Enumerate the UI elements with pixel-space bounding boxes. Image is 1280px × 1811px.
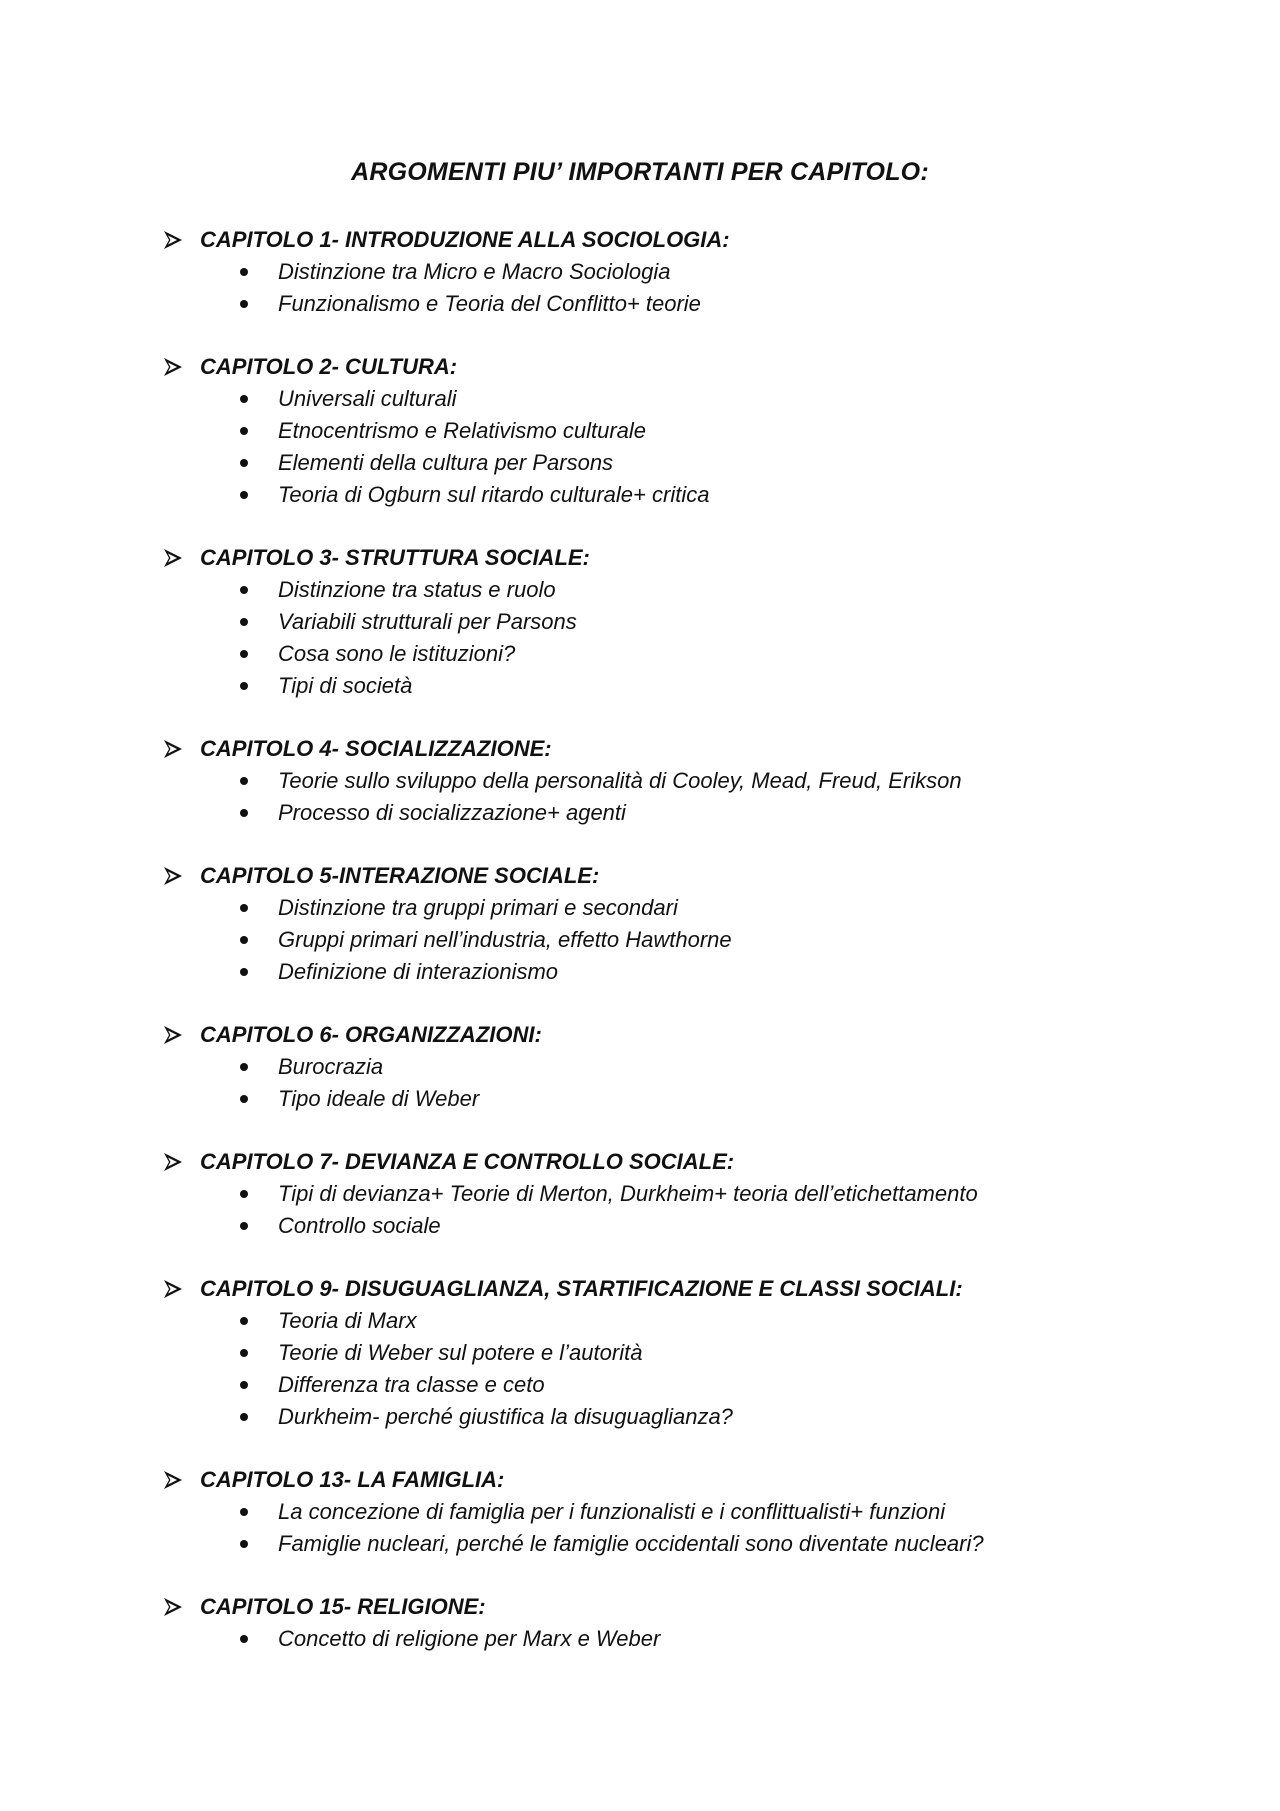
bullet-icon — [240, 427, 248, 435]
topic-list — [162, 765, 1162, 829]
topic-text: Distinzione tra status e ruolo — [278, 577, 556, 602]
topic-text: Teorie di Weber sul potere e l’autorità — [278, 1340, 643, 1365]
bullet-icon — [240, 1063, 248, 1071]
list-item — [240, 288, 1162, 320]
chapter-item — [162, 860, 1162, 988]
list-item — [240, 1369, 1162, 1401]
bullet-icon — [240, 936, 248, 944]
list-item — [240, 1528, 1162, 1560]
chapter-title: CAPITOLO 9- DISUGUAGLIANZA, STARTIFICAZIONE E CLASSI SOCIALI: — [200, 1276, 963, 1301]
topic-text: Controllo sociale — [278, 1213, 441, 1238]
arrow-right-icon — [162, 1278, 184, 1300]
bullet-icon — [240, 904, 248, 912]
bullet-icon — [240, 268, 248, 276]
topic-list — [162, 574, 1162, 702]
list-item — [240, 256, 1162, 288]
bullet-icon — [240, 682, 248, 690]
bullet-icon — [240, 650, 248, 658]
chapter-title: CAPITOLO 3- STRUTTURA SOCIALE: — [200, 545, 590, 570]
chapter-title: CAPITOLO 15- RELIGIONE: — [200, 1594, 486, 1619]
chapter-heading — [162, 1464, 1162, 1496]
topic-text: Tipi di società — [278, 673, 413, 698]
chapter-title: CAPITOLO 6- ORGANIZZAZIONI: — [200, 1022, 542, 1047]
chapter-item — [162, 1273, 1162, 1433]
topic-list — [162, 1051, 1162, 1115]
page-title: ARGOMENTI PIU’ IMPORTANTI PER CAPITOLO: — [351, 158, 929, 186]
chapter-item — [162, 542, 1162, 702]
list-item — [240, 1496, 1162, 1528]
chapter-heading — [162, 1591, 1162, 1623]
chapter-title: CAPITOLO 13- LA FAMIGLIA: — [200, 1467, 505, 1492]
arrow-right-icon — [162, 738, 184, 760]
arrow-right-icon — [162, 356, 184, 378]
topic-list — [162, 1305, 1162, 1433]
chapter-list — [162, 224, 1162, 1686]
chapter-title: CAPITOLO 1- INTRODUZIONE ALLA SOCIOLOGIA: — [200, 227, 730, 252]
bullet-icon — [240, 1540, 248, 1548]
topic-text: Distinzione tra Micro e Macro Sociologia — [278, 259, 671, 284]
list-item — [240, 1178, 1162, 1210]
bullet-icon — [240, 1635, 248, 1643]
chapter-title: CAPITOLO 4- SOCIALIZZAZIONE: — [200, 736, 552, 761]
chapter-item — [162, 351, 1162, 511]
bullet-icon — [240, 1381, 248, 1389]
chapter-heading — [162, 224, 1162, 256]
topic-text: Cosa sono le istituzioni? — [278, 641, 516, 666]
topic-list — [162, 892, 1162, 988]
arrow-right-icon — [162, 1151, 184, 1173]
topic-text: Funzionalismo e Teoria del Conflitto+ teorie — [278, 291, 701, 316]
list-item — [240, 1337, 1162, 1369]
bullet-icon — [240, 300, 248, 308]
list-item — [240, 383, 1162, 415]
topic-list — [162, 1496, 1162, 1560]
list-item — [240, 1401, 1162, 1433]
chapter-heading — [162, 351, 1162, 383]
bullet-icon — [240, 459, 248, 467]
topic-list — [162, 383, 1162, 511]
chapter-heading — [162, 1273, 1162, 1305]
topic-text: Variabili strutturali per Parsons — [278, 609, 577, 634]
bullet-icon — [240, 777, 248, 785]
bullet-icon — [240, 1508, 248, 1516]
list-item — [240, 797, 1162, 829]
list-item — [240, 1210, 1162, 1242]
topic-text: Teoria di Marx — [278, 1308, 417, 1333]
list-item — [240, 447, 1162, 479]
topic-text: Tipo ideale di Weber — [278, 1086, 480, 1111]
bullet-icon — [240, 968, 248, 976]
arrow-right-icon — [162, 1596, 184, 1618]
bullet-icon — [240, 1349, 248, 1357]
list-item — [240, 574, 1162, 606]
topic-text: Definizione di interazionismo — [278, 959, 559, 984]
topic-text: La concezione di famiglia per i funzionalisti e i conflittualisti+ funzioni — [278, 1499, 946, 1524]
chapter-item — [162, 1591, 1162, 1655]
chapter-item — [162, 1019, 1162, 1115]
chapter-item — [162, 1464, 1162, 1560]
chapter-item — [162, 733, 1162, 829]
topic-text: Concetto di religione per Marx e Weber — [278, 1626, 661, 1651]
arrow-right-icon — [162, 865, 184, 887]
bullet-icon — [240, 1317, 248, 1325]
list-item — [240, 479, 1162, 511]
bullet-icon — [240, 1222, 248, 1230]
list-item — [240, 924, 1162, 956]
topic-text: Teorie sullo sviluppo della personalità di Cooley, Mead, Freud, Erikson — [278, 768, 962, 793]
bullet-icon — [240, 395, 248, 403]
chapter-item — [162, 1146, 1162, 1242]
arrow-right-icon — [162, 1024, 184, 1046]
topic-text: Universali culturali — [278, 386, 457, 411]
bullet-icon — [240, 618, 248, 626]
topic-text: Processo di socializzazione+ agenti — [278, 800, 626, 825]
arrow-right-icon — [162, 229, 184, 251]
bullet-icon — [240, 1095, 248, 1103]
topic-list — [162, 1623, 1162, 1655]
topic-text: Gruppi primari nell’industria, effetto Hawthorne — [278, 927, 732, 952]
chapter-item — [162, 224, 1162, 320]
topic-list — [162, 1178, 1162, 1242]
list-item — [240, 1623, 1162, 1655]
bullet-icon — [240, 586, 248, 594]
bullet-icon — [240, 1413, 248, 1421]
topic-text: Etnocentrismo e Relativismo culturale — [278, 418, 647, 443]
list-item — [240, 1051, 1162, 1083]
bullet-icon — [240, 491, 248, 499]
topic-text: Tipi di devianza+ Teorie di Merton, Durkheim+ teoria dell’etichettamento — [278, 1181, 978, 1206]
topic-text: Differenza tra classe e ceto — [278, 1372, 545, 1397]
chapter-title: CAPITOLO 2- CULTURA: — [200, 354, 458, 379]
list-item — [240, 415, 1162, 447]
topic-list — [162, 256, 1162, 320]
topic-text: Famiglie nucleari, perché le famiglie occidentali sono diventate nucleari? — [278, 1531, 984, 1556]
list-item — [240, 892, 1162, 924]
list-item — [240, 638, 1162, 670]
topic-text: Burocrazia — [278, 1054, 384, 1079]
topic-text: Teoria di Ogburn sul ritardo culturale+ critica — [278, 482, 710, 507]
bullet-icon — [240, 1190, 248, 1198]
bullet-icon — [240, 809, 248, 817]
arrow-right-icon — [162, 547, 184, 569]
chapter-heading — [162, 1146, 1162, 1178]
chapter-heading — [162, 1019, 1162, 1051]
arrow-right-icon — [162, 1469, 184, 1491]
list-item — [240, 670, 1162, 702]
topic-text: Distinzione tra gruppi primari e secondari — [278, 895, 678, 920]
topic-text: Durkheim- perché giustifica la disuguaglianza? — [278, 1404, 733, 1429]
chapter-heading — [162, 860, 1162, 892]
chapter-heading — [162, 542, 1162, 574]
list-item — [240, 1083, 1162, 1115]
list-item — [240, 1305, 1162, 1337]
list-item — [240, 606, 1162, 638]
topic-text: Elementi della cultura per Parsons — [278, 450, 614, 475]
list-item — [240, 956, 1162, 988]
chapter-title: CAPITOLO 5-INTERAZIONE SOCIALE: — [200, 863, 600, 888]
chapter-title: CAPITOLO 7- DEVIANZA E CONTROLLO SOCIALE: — [200, 1149, 735, 1174]
list-item — [240, 765, 1162, 797]
chapter-heading — [162, 733, 1162, 765]
